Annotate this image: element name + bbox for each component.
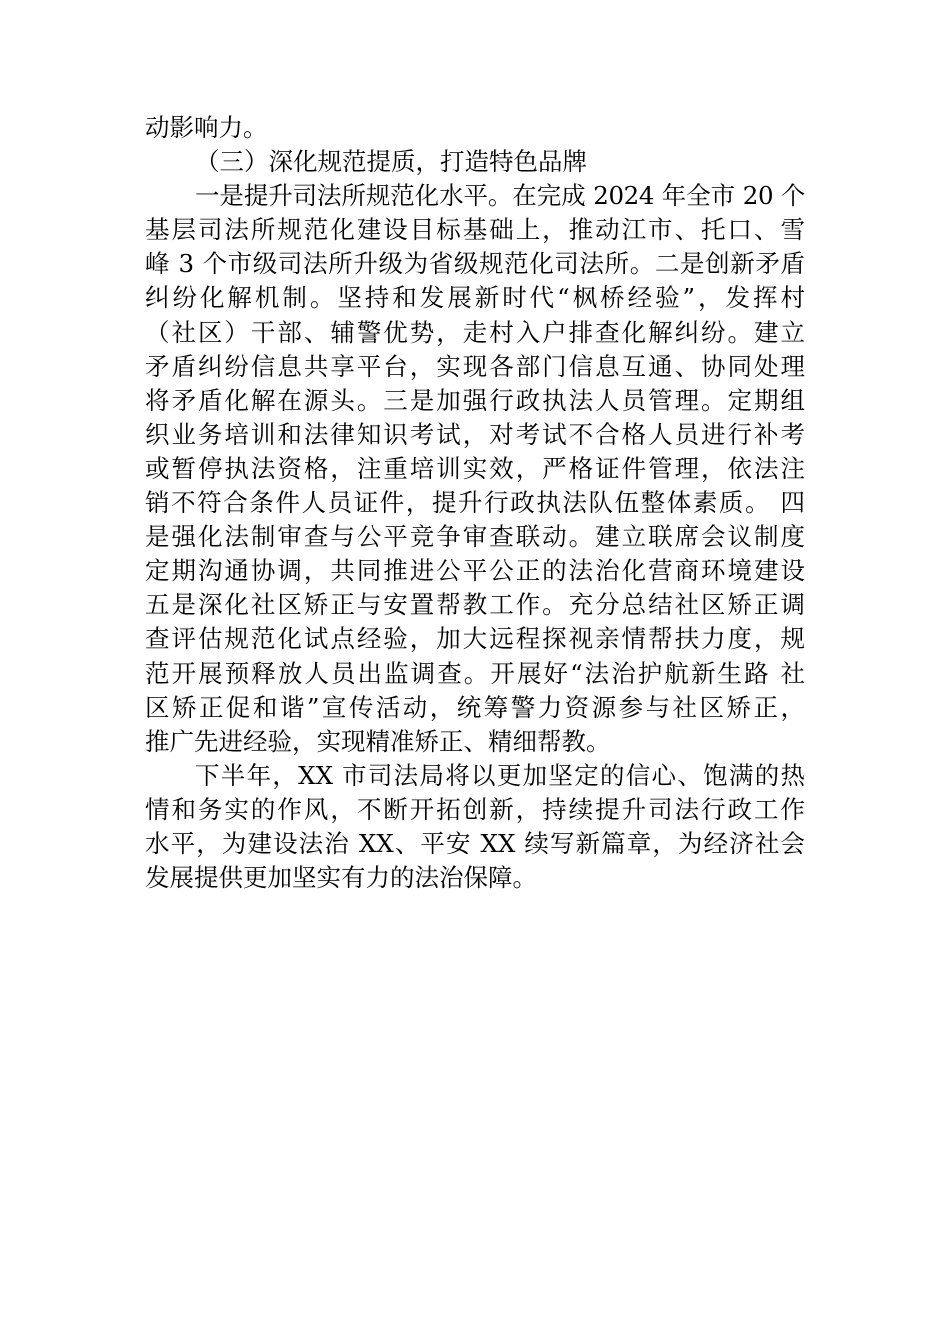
paragraph-line: 区矫正促和谐”宣传活动，统筹警力资源参与社区矫正， xyxy=(145,692,805,722)
paragraph-line: 查评估规范化试点经验，加大远程探视亲情帮扶力度，规 xyxy=(145,624,805,654)
paragraph-line: 一是提升司法所规范化水平。在完成 2024 年全市 20 个 xyxy=(195,181,805,211)
paragraph-line: 将矛盾化解在源头。三是加强行政执法人员管理。定期组 xyxy=(145,385,805,415)
paragraph-line: 纠纷化解机制。坚持和发展新时代“枫桥经验”，发挥村 xyxy=(145,283,805,313)
paragraph-line: （社区）干部、辅警优势，走村入户排查化解纠纷。建立 xyxy=(145,317,805,347)
paragraph-line: 下半年，XX 市司法局将以更加坚定的信心、饱满的热 xyxy=(195,760,805,790)
paragraph-line: 基层司法所规范化建设目标基础上，推动江市、托口、雪 xyxy=(145,215,805,245)
paragraph-line: 定期沟通协调，共同推进公平公正的法治化营商环境建设 xyxy=(145,556,805,586)
paragraph-line: 销不符合条件人员证件，提升行政执法队伍整体素质。 四 xyxy=(145,488,805,518)
paragraph-line: 是强化法制审查与公平竞争审查联动。建立联席会议制度 xyxy=(145,522,805,552)
paragraph-line: 峰 3 个市级司法所升级为省级规范化司法所。二是创新矛盾 xyxy=(145,249,805,279)
section-heading: （三）深化规范提质，打造特色品牌 xyxy=(195,147,587,177)
paragraph-line: 发展提供更加坚实有力的法治保障。 xyxy=(145,863,537,893)
paragraph-line: 动影响力。 xyxy=(145,113,268,142)
paragraph-line: 范开展预释放人员出监调查。开展好“法治护航新生路 社 xyxy=(145,658,805,688)
paragraph-line: 五是深化社区矫正与安置帮教工作。充分总结社区矫正调 xyxy=(145,590,805,620)
paragraph-line: 推广先进经验，实现精准矫正、精细帮教。 xyxy=(145,726,611,756)
paragraph-line: 水平，为建设法治 XX、平安 XX 续写新篇章，为经济社会 xyxy=(145,828,805,858)
paragraph-line: 情和务实的作风，不断开拓创新，持续提升司法行政工作 xyxy=(145,794,805,824)
paragraph-line: 或暂停执法资格，注重培训实效，严格证件管理，依法注 xyxy=(145,453,805,483)
document-body xyxy=(145,111,805,895)
paragraph-line: 矛盾纠纷信息共享平台，实现各部门信息互通、协同处理 xyxy=(145,351,805,381)
paragraph-line: 织业务培训和法律知识考试，对考试不合格人员进行补考 xyxy=(145,419,805,449)
